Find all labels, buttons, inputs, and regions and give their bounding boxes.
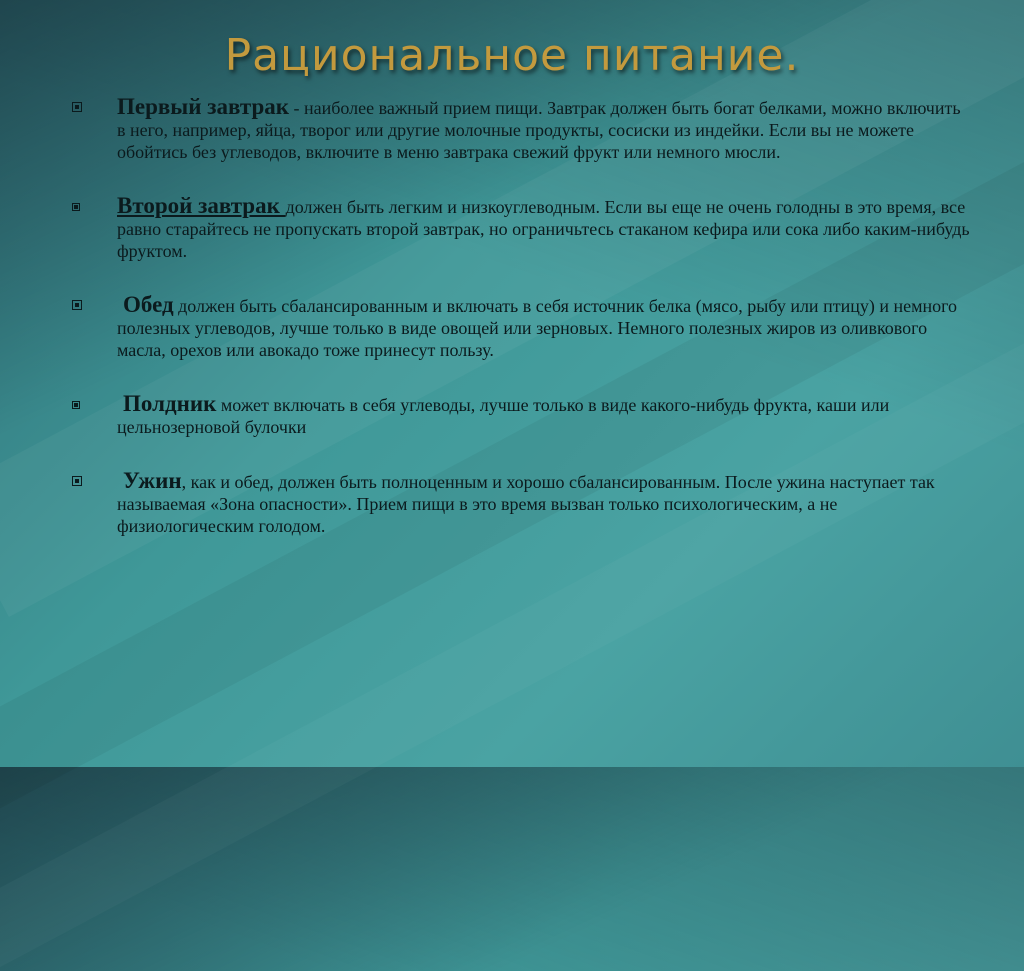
- meal-list: [72, 96, 972, 569]
- square-bullet-icon: [72, 102, 82, 112]
- list-item-first-breakfast: [72, 96, 972, 163]
- square-bullet-icon: [72, 476, 82, 486]
- list-item-dinner: [72, 470, 972, 537]
- item-heading: Ужин: [123, 468, 182, 493]
- item-text: - наиболее важный прием пищи. Завтрак должен быть богат белками, можно включить в него, например, яйца, творог или другие молочные продукты, сосиски из индейки. Если вы не можете обойтись без углеводов, включите в меню завтрака свежий фрукт или немного мюсли.: [117, 98, 961, 162]
- slide-title: Рациональное питание.: [224, 30, 800, 81]
- square-bullet-icon: [72, 401, 80, 409]
- item-heading: Второй завтрак: [117, 193, 286, 218]
- list-item-afternoon-snack: [72, 393, 972, 438]
- square-bullet-icon: [72, 300, 82, 310]
- item-text: должен быть сбалансированным и включать в себя источник белка (мясо, рыбу или птицу) и немного полезных углеводов, лучше только в виде овощей или зерновых. Немного полезных жиров из оливкового масла, орехов или авокадо тоже принесут пользу.: [117, 296, 958, 360]
- item-text: должен быть легким и низкоуглеводным. Если вы еще не очень голодны в это время, все равно старайтесь не пропускать второй завтрак, но ограничьтесь стаканом кефира или сока либо каким-нибудь фруктом.: [117, 197, 970, 261]
- list-item-second-breakfast: [72, 195, 972, 262]
- item-text: , как и обед, должен быть полноценным и хорошо сбалансированным. После ужина наступает так называемая «Зона опасности». Прием пищи в это время вызван только психологическим, а не физиологическим голодом.: [117, 472, 935, 536]
- item-heading: Полдник: [123, 391, 217, 416]
- square-bullet-icon: [72, 203, 80, 211]
- item-text: может включать в себя углеводы, лучше только в виде какого-нибудь фрукта, каши или цельнозерновой булочки: [117, 395, 890, 437]
- list-item-lunch: [72, 294, 972, 361]
- item-heading: Первый завтрак: [117, 94, 289, 119]
- item-heading: Обед: [123, 292, 174, 317]
